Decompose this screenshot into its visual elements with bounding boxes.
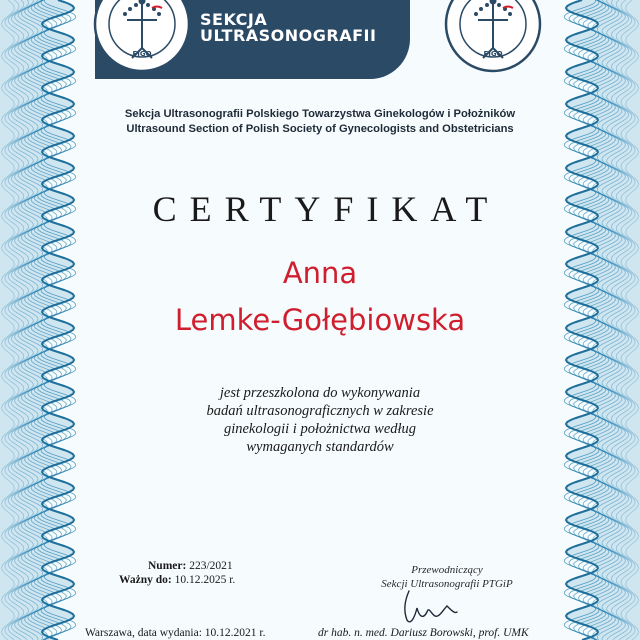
organization-name-english: Ultrasound Section of Polish Society of Gynecologists and Obstetricians xyxy=(126,123,514,135)
number-label: Numer: xyxy=(148,560,187,572)
description-line: ginekologii i położnictwa według xyxy=(223,421,417,437)
band-title-line-1: SEKCJA xyxy=(200,10,268,29)
seal-right xyxy=(443,0,543,74)
recipient-first-name: Anna xyxy=(282,256,358,290)
description-line: jest przeszkolona do wykonywania xyxy=(219,385,421,401)
description-line: wymaganych standardów xyxy=(246,439,394,455)
certification-description xyxy=(0,384,640,456)
seal-left xyxy=(92,0,192,74)
valid-until xyxy=(119,574,235,586)
certificate-number xyxy=(148,560,233,572)
description-line: badań ultrasonograficznych w zakresie xyxy=(206,403,434,419)
valid-value: 10.12.2025 r. xyxy=(174,574,236,586)
valid-label: Ważny do: xyxy=(119,574,172,586)
number-value: 223/2021 xyxy=(189,560,233,572)
tree-of-life-seal-icon xyxy=(443,0,543,74)
organization-name-polish: Sekcja Ultrasonografii Polskiego Towarzystwa Ginekologów i Położników xyxy=(124,108,516,120)
recipient-last-name: Lemke-Gołębiowska xyxy=(174,303,466,337)
band-title-line-2: ULTRASONOGRAFII xyxy=(200,26,377,45)
issue-date: Warszawa, data wydania: 10.12.2021 r. xyxy=(85,627,266,639)
signer-name: dr hab. n. med. Dariusz Borowski, prof. UMK xyxy=(318,627,529,639)
seal-caption: FIGO xyxy=(132,50,152,58)
tree-of-life-seal-icon xyxy=(92,0,192,74)
certificate-title: CERTYFIKAT xyxy=(152,189,501,229)
signer-role-line-1: Przewodniczący xyxy=(411,564,483,576)
handwritten-signature xyxy=(395,586,465,626)
seal-caption: FIGO xyxy=(483,50,503,58)
signer-role-line-2: Sekcji Ultrasonografii PTGiP xyxy=(381,578,513,590)
